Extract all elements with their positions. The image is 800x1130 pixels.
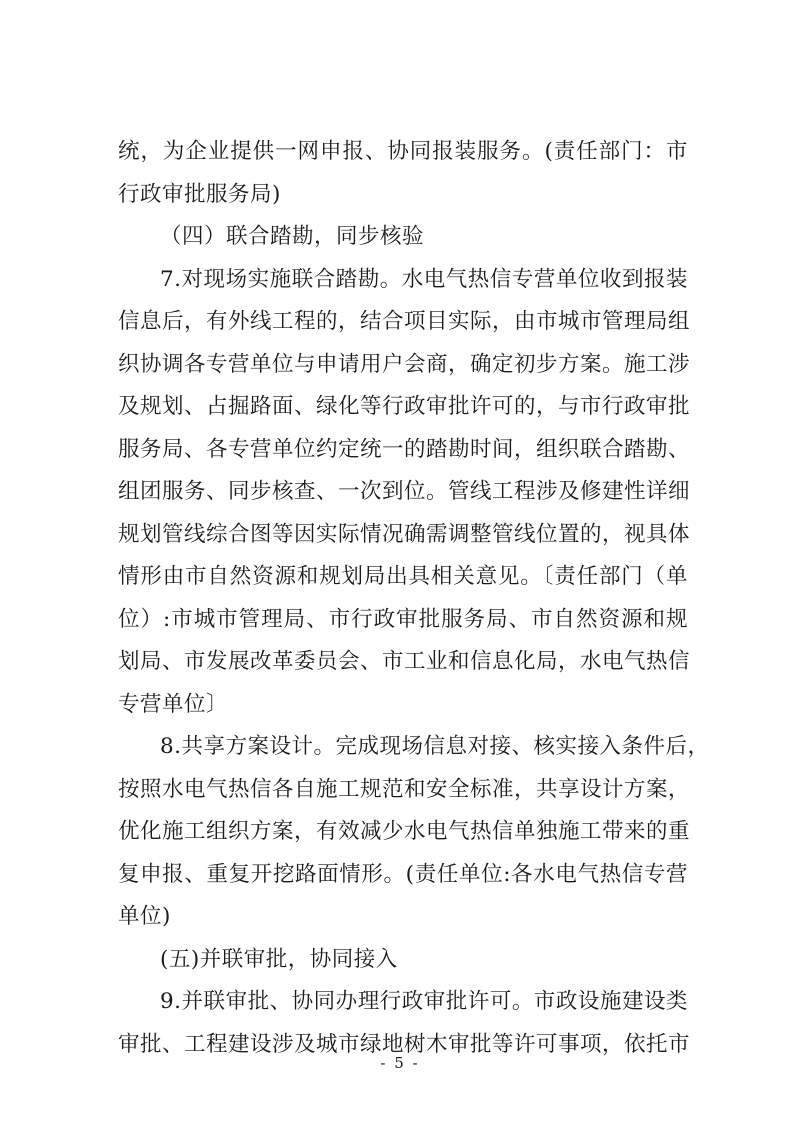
body-line: 织协调各专营单位与申请用户会商，确定初步方案。施工涉 — [118, 351, 691, 377]
body-line: 7.对现场实施联合踏勘。水电气热信专营单位收到报装 — [160, 266, 688, 292]
body-line: 情形由市自然资源和规划局出具相关意见。〔责任部门（单 — [118, 564, 688, 589]
body-line: 8.共享方案设计。完成现场信息对接、核实接入条件后， — [160, 734, 710, 759]
body-line: 单位) — [118, 904, 171, 929]
document-body — [118, 131, 710, 1066]
body-line: 位）:市城市管理局、市行政审批服务局、市自然资源和规 — [118, 606, 688, 632]
section-heading: （四）联合踏勘，同步核验 — [160, 224, 425, 249]
body-line: 优化施工组织方案，有效减少水电气热信单独施工带来的重 — [118, 819, 691, 844]
body-line: 审批、工程建设涉及城市绿地树木审批等许可事项，依托市 — [118, 1031, 691, 1057]
body-line: 规划管线综合图等因实际情况确需调整管线位置的，视具体 — [118, 521, 691, 547]
body-line: 行政审批服务局) — [118, 181, 281, 207]
body-line: 信息后，有外线工程的，结合项目实际，由市城市管理局组 — [118, 309, 691, 334]
body-line: 组团服务、同步核查、一次到位。管线工程涉及修建性详细 — [118, 479, 691, 504]
body-line: 按照水电气热信各自施工规范和安全标准，共享设计方案， — [118, 776, 691, 802]
body-line: 专营单位〕 — [118, 691, 229, 717]
body-line: 服务局、各专营单位约定统一的踏勘时间，组织联合踏勘、 — [118, 436, 691, 462]
page-number: - 5 - — [380, 1054, 420, 1072]
body-line: 统，为企业提供一网申报、协同报装服务。(责任部门：市 — [118, 139, 688, 164]
section-heading: (五)并联审批，协同接入 — [160, 946, 398, 972]
body-line: 复申报、重复开挖路面情形。(责任单位:各水电气热信专营 — [118, 861, 688, 887]
body-line: 9.并联审批、协同办理行政审批许可。市政设施建设类 — [160, 989, 688, 1014]
body-line: 划局、市发展改革委员会、市工业和信息化局，水电气热信 — [118, 649, 691, 674]
body-line: 及规划、占掘路面、绿化等行政审批许可的，与市行政审批 — [118, 394, 691, 419]
